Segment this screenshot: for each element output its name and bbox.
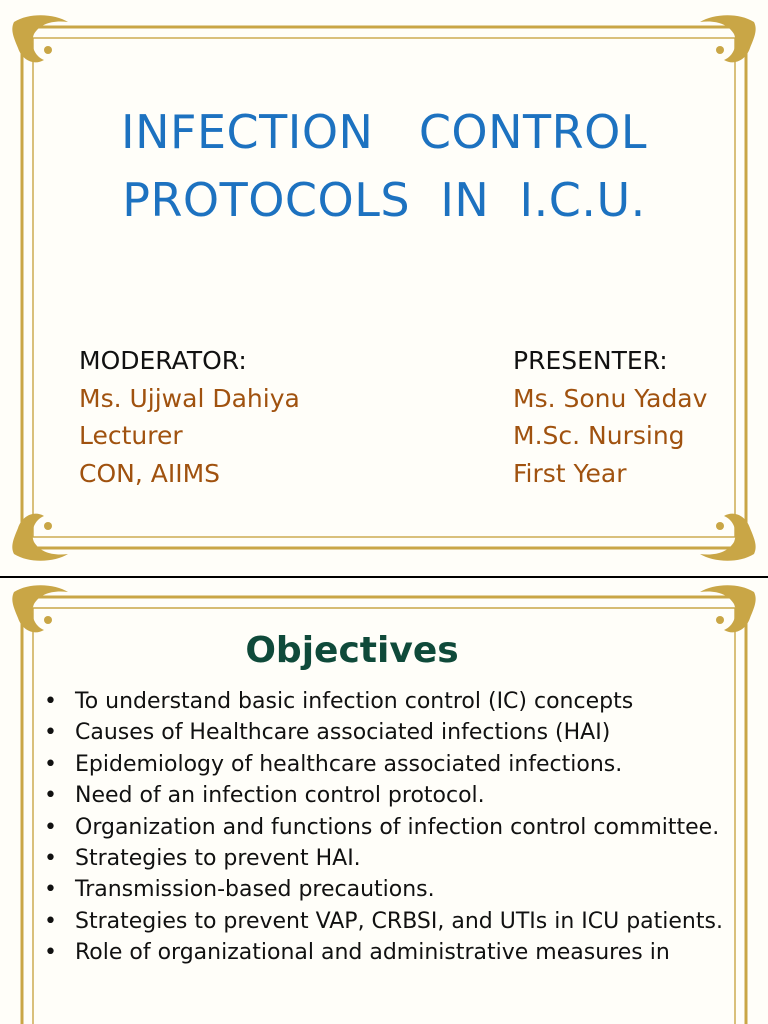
list-item [44, 909, 724, 934]
list-item-text: To understand basic infection control (IC) concepts [75, 689, 634, 714]
list-item-text: Role of organizational and administrative measures in [75, 940, 670, 966]
list-item-text: Transmission-based precautions. [75, 877, 435, 903]
list-item-text: Epidemiology of healthcare associated infections. [75, 751, 623, 777]
list-item-text: Need of an infection control protocol. [75, 783, 485, 809]
moderator-institution: CON, AIIMS [79, 458, 221, 488]
list-item [44, 783, 724, 808]
presenter-name: Ms. Sonu Yadav [513, 383, 708, 413]
moderator-label: MODERATOR: [79, 346, 247, 375]
list-item [44, 752, 724, 777]
moderator-name: Ms. Ujjwal Dahiya [79, 383, 300, 413]
bullet-icon: • [44, 877, 57, 903]
bullet-icon: • [44, 940, 57, 966]
presenter-course: M.Sc. Nursing [513, 421, 685, 450]
list-item [44, 940, 724, 965]
moderator-block [79, 342, 300, 492]
list-item-text: Organization and functions of infection control committee. [75, 814, 720, 840]
presenter-block [513, 342, 707, 492]
title-line-2: PROTOCOLS IN I.C.U. [122, 173, 646, 227]
bullet-icon: • [44, 751, 57, 777]
list-item [44, 689, 724, 714]
list-item [44, 877, 724, 902]
list-item-text: Causes of Healthcare associated infections (HAI) [75, 720, 611, 746]
bullet-icon: • [44, 908, 57, 934]
objectives-heading: Objectives [245, 630, 459, 671]
list-item-text: Strategies to prevent VAP, CRBSI, and UTIs in ICU patients. [75, 908, 723, 934]
bullet-icon: • [44, 814, 57, 840]
presenter-year: First Year [513, 458, 627, 488]
list-item [44, 846, 724, 871]
objectives-slide [0, 578, 768, 1024]
objectives-list [44, 689, 724, 972]
bullet-icon: • [44, 845, 57, 871]
list-item-text: Strategies to prevent HAI. [75, 845, 361, 871]
bullet-icon: • [44, 689, 57, 714]
bullet-icon: • [44, 783, 57, 809]
list-item [44, 815, 724, 840]
moderator-designation: Lecturer [79, 421, 183, 450]
title-line-1: INFECTION CONTROL [121, 105, 647, 159]
list-item [44, 720, 724, 745]
bullet-icon: • [44, 720, 57, 746]
presenter-label: PRESENTER: [513, 346, 668, 375]
